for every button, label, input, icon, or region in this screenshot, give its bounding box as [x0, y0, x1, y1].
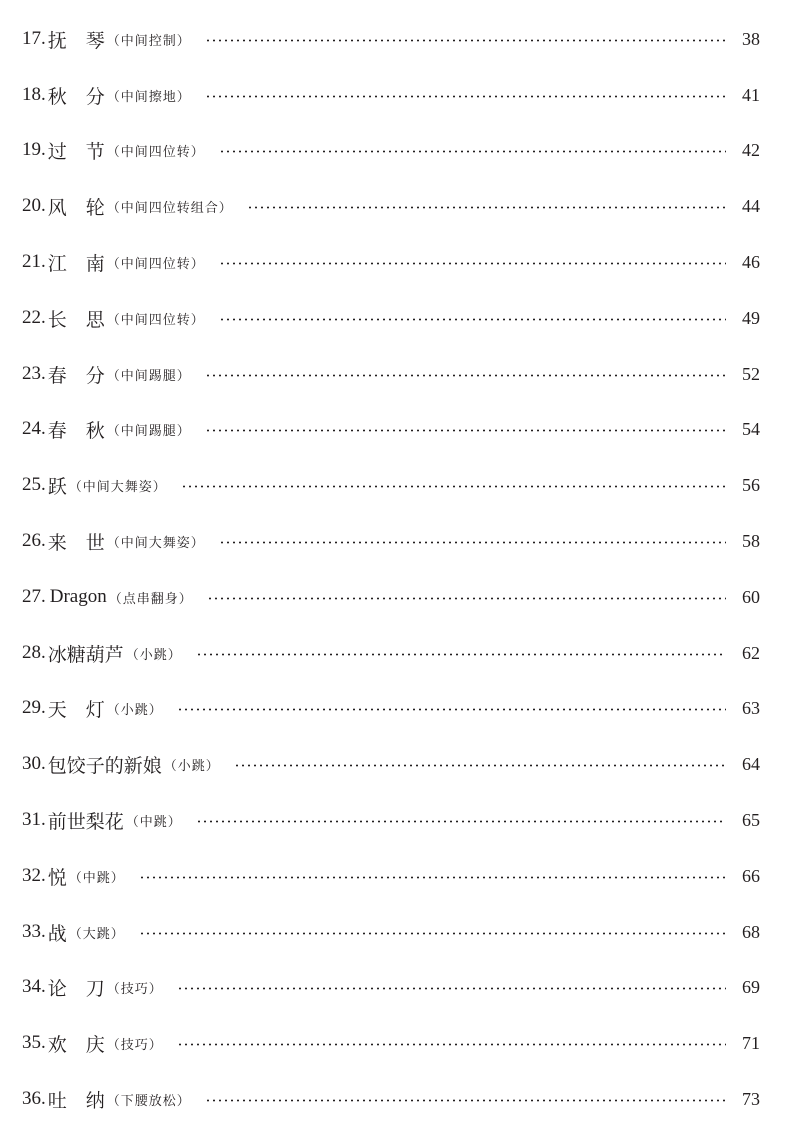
toc-entry[interactable]: [22, 861, 760, 891]
entry-title: 悦: [47, 866, 67, 889]
dot-leader: [196, 820, 726, 823]
toc-entry[interactable]: [22, 303, 760, 333]
entry-note: （中间四位转组合）: [106, 200, 233, 216]
entry-number: 22.: [22, 307, 46, 328]
entry-note: （中间踢腿）: [106, 368, 191, 384]
dot-leader: [207, 597, 726, 600]
entry-note: （中间四位转）: [106, 144, 205, 160]
entry-page-number: 44: [742, 195, 760, 216]
toc-entry[interactable]: [22, 80, 760, 110]
entry-note: （中间大舞姿）: [106, 535, 205, 551]
toc-entry[interactable]: [22, 582, 760, 612]
dot-leader: [196, 653, 726, 656]
toc-entry[interactable]: [22, 359, 760, 389]
dot-leader: [247, 206, 726, 209]
toc-entry[interactable]: [22, 135, 760, 165]
entry-page-number: 54: [742, 418, 760, 439]
entry-page-number: 68: [742, 921, 760, 942]
entry-number: 17.: [22, 28, 46, 49]
dot-leader: [205, 1099, 726, 1102]
toc-entry[interactable]: [22, 917, 760, 947]
entry-number: 29.: [22, 697, 46, 718]
entry-page-number: 49: [742, 307, 760, 328]
dot-leader: [205, 39, 726, 42]
entry-title: Dragon: [49, 586, 107, 607]
entry-page-number: 64: [742, 753, 760, 774]
entry-note: （技巧）: [106, 981, 163, 997]
dot-leader: [234, 764, 726, 767]
dot-leader: [139, 932, 726, 935]
entry-page-number: 52: [742, 363, 760, 384]
entry-page-number: 71: [742, 1032, 760, 1053]
entry-page-number: 41: [742, 84, 760, 105]
entry-number: 36.: [22, 1088, 46, 1109]
entry-note: （点串翻身）: [108, 591, 193, 607]
entry-note: （中间控制）: [106, 33, 191, 49]
toc-entry[interactable]: [22, 1084, 760, 1114]
dot-leader: [139, 876, 726, 879]
entry-note: （中跳）: [125, 814, 182, 830]
toc-entry[interactable]: [22, 526, 760, 556]
dot-leader: [219, 150, 726, 153]
toc-entry[interactable]: [22, 972, 760, 1002]
dot-leader: [205, 374, 726, 377]
entry-number: 19.: [22, 139, 46, 160]
toc-entry[interactable]: [22, 414, 760, 444]
entry-number: 35.: [22, 1032, 46, 1053]
entry-number: 34.: [22, 976, 46, 997]
entry-title: 抚 琴: [47, 29, 105, 52]
entry-page-number: 58: [742, 530, 760, 551]
entry-number: 18.: [22, 84, 46, 105]
entry-note: （中跳）: [68, 870, 125, 886]
entry-page-number: 62: [742, 642, 760, 663]
dot-leader: [219, 262, 726, 265]
entry-title: 春 秋: [47, 419, 105, 442]
entry-title: 吐 纳: [47, 1089, 105, 1112]
entry-number: 23.: [22, 363, 46, 384]
entry-note: （中间大舞姿）: [68, 479, 167, 495]
entry-note: （大跳）: [68, 926, 125, 942]
entry-title: 冰糖葫芦: [47, 643, 124, 666]
entry-note: （中间四位转）: [106, 312, 205, 328]
entry-title: 论 刀: [47, 977, 105, 1000]
entry-number: 28.: [22, 642, 46, 663]
entry-page-number: 46: [742, 251, 760, 272]
entry-page-number: 73: [742, 1088, 760, 1109]
toc-entry[interactable]: [22, 638, 760, 668]
entry-page-number: 65: [742, 809, 760, 830]
entry-title: 长 思: [47, 308, 105, 331]
entry-page-number: 69: [742, 976, 760, 997]
entry-number: 31.: [22, 809, 46, 830]
entry-title: 春 分: [47, 364, 105, 387]
entry-note: （小跳）: [106, 702, 163, 718]
entry-title: 秋 分: [47, 85, 105, 108]
entry-page-number: 42: [742, 139, 760, 160]
entry-note: （技巧）: [106, 1037, 163, 1053]
toc-entry[interactable]: [22, 247, 760, 277]
entry-page-number: 66: [742, 865, 760, 886]
entry-title: 包饺子的新娘: [47, 754, 162, 777]
entry-note: （中间擦地）: [106, 89, 191, 105]
entry-title: 战: [47, 922, 67, 945]
entry-note: （下腰放松）: [106, 1093, 191, 1109]
dot-leader: [177, 708, 726, 711]
entry-title: 来 世: [47, 531, 105, 554]
dot-leader: [205, 95, 726, 98]
entry-title: 欢 庆: [47, 1033, 105, 1056]
entry-page-number: 60: [742, 586, 760, 607]
dot-leader: [219, 541, 726, 544]
toc-entry[interactable]: [22, 693, 760, 723]
entry-number: 21.: [22, 251, 46, 272]
entry-note: （中间踢腿）: [106, 423, 191, 439]
entry-number: 27.: [22, 586, 46, 607]
dot-leader: [177, 987, 726, 990]
toc-entry[interactable]: [22, 749, 760, 779]
toc-entry[interactable]: [22, 191, 760, 221]
toc-entry[interactable]: [22, 805, 760, 835]
entry-number: 20.: [22, 195, 46, 216]
entry-number: 24.: [22, 418, 46, 439]
toc-entry[interactable]: [22, 470, 760, 500]
entry-number: 32.: [22, 865, 46, 886]
entry-note: （中间四位转）: [106, 256, 205, 272]
dot-leader: [205, 429, 726, 432]
entry-page-number: 38: [742, 28, 760, 49]
toc-entry[interactable]: [22, 24, 760, 54]
entry-title: 过 节: [47, 140, 105, 163]
entry-title: 天 灯: [47, 698, 105, 721]
entry-number: 30.: [22, 753, 46, 774]
entry-title: 跃: [47, 475, 67, 498]
entry-number: 26.: [22, 530, 46, 551]
entry-number: 25.: [22, 474, 46, 495]
entry-title: 前世梨花: [47, 810, 124, 833]
entry-note: （小跳）: [163, 758, 220, 774]
entry-number: 33.: [22, 921, 46, 942]
entry-title: 风 轮: [47, 196, 105, 219]
toc-entry[interactable]: [22, 1028, 760, 1058]
dot-leader: [177, 1043, 726, 1046]
dot-leader: [219, 318, 726, 321]
entry-title: 江 南: [47, 252, 105, 275]
entry-page-number: 56: [742, 474, 760, 495]
dot-leader: [181, 485, 726, 488]
entry-page-number: 63: [742, 697, 760, 718]
entry-note: （小跳）: [125, 647, 182, 663]
